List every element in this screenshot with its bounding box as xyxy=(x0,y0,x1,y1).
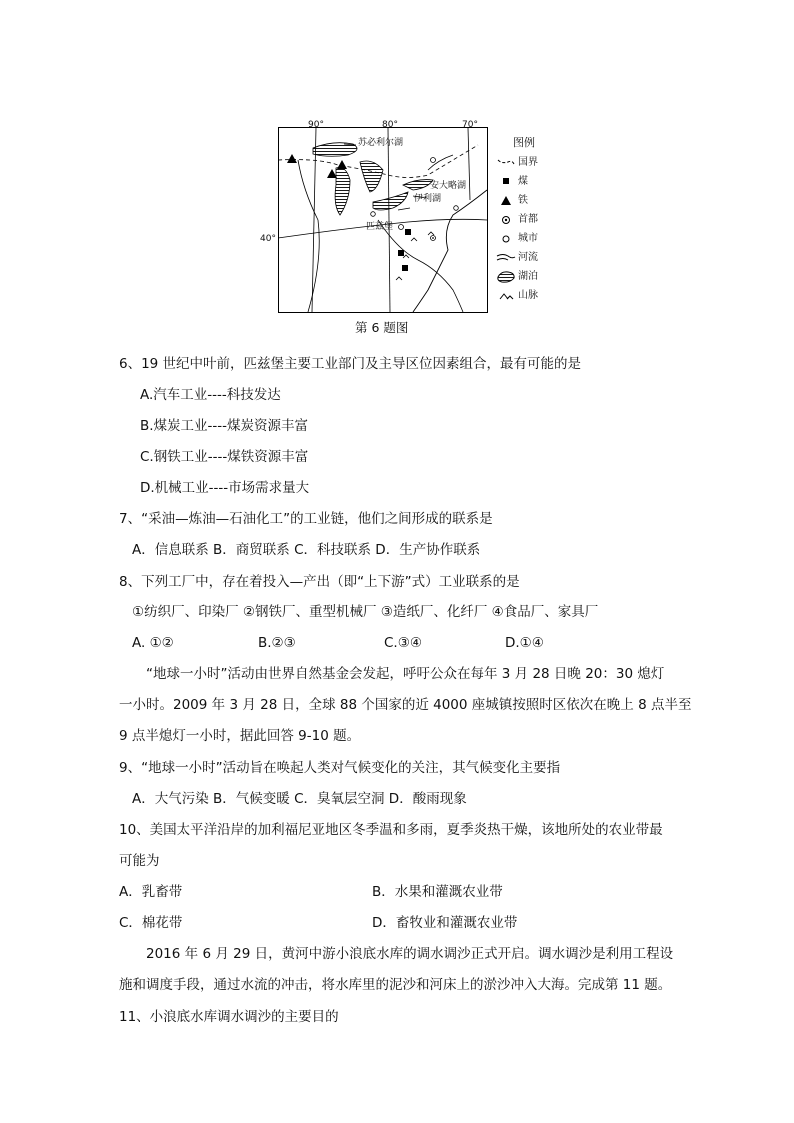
q6-option-c: C.钢铁工业----煤铁资源丰富 xyxy=(140,449,309,465)
longitude-80-label: 80° xyxy=(382,120,398,130)
q6-stem: 6、19 世纪中叶前，匹兹堡主要工业部门及主导区位因素组合，最有可能的是 xyxy=(119,356,582,372)
legend-city: 城市 xyxy=(496,232,586,246)
q8-option-d: D.①④ xyxy=(505,635,544,651)
great-lakes-map xyxy=(278,120,488,313)
legend-capital: 首都 xyxy=(496,213,586,227)
legend-mountain: 山脉 xyxy=(496,289,586,303)
iron-triangle-icon xyxy=(496,194,516,208)
q10-option-c: C．棉花带 xyxy=(119,915,183,931)
legend-coal: 煤 xyxy=(496,175,586,189)
passage2-line2: 施和调度手段，通过水流的冲击，将水库里的泥沙和河床上的淤沙冲入大海。完成第 11 题。 xyxy=(119,977,672,993)
lake-erie-label: 伊利湖 xyxy=(414,194,442,204)
q9-stem: 9、“地球一小时”活动旨在唤起人类对气候变化的关注，其气候变化主要指 xyxy=(119,760,561,776)
q7-stem: 7、“采油—炼油—石油化工”的工业链，他们之间形成的联系是 xyxy=(119,511,493,527)
pittsburgh-label: 匹兹堡 xyxy=(366,222,394,232)
q7-options: A．信息联系 B．商贸联系 C．科技联系 D．生产协作联系 xyxy=(132,542,481,558)
q8-option-b: B.②③ xyxy=(258,635,296,651)
legend-iron: 铁 xyxy=(496,194,586,208)
q8-items: ①纺织厂、印染厂 ②钢铁厂、重型机械厂 ③造纸厂、化纤厂 ④食品厂、家具厂 xyxy=(132,604,599,620)
q10-stem-line2: 可能为 xyxy=(119,853,160,869)
lake-icon xyxy=(496,270,516,284)
passage1-line2: 一小时。2009 年 3 月 28 日，全球 88 个国家的近 4000 座城镇按照时区依次在晚上 8 点半至 xyxy=(119,697,692,713)
q8-option-c: C.③④ xyxy=(384,635,422,651)
legend-lake: 湖泊 xyxy=(496,270,586,284)
figure-caption: 第 6 题图 xyxy=(355,320,409,335)
q8-stem: 8、下列工厂中，存在着投入—产出（即“上下游”式）工业联系的是 xyxy=(119,574,520,590)
map-legend xyxy=(496,134,586,309)
map-figure xyxy=(260,120,488,313)
lake-superior-label: 苏必利尔湖 xyxy=(358,138,404,148)
lake-ontario-label: 安大略湖 xyxy=(430,181,467,191)
capital-icon xyxy=(496,213,516,227)
city-icon xyxy=(496,232,516,246)
legend-river: 河流 xyxy=(496,251,586,265)
border-icon xyxy=(496,156,516,170)
q8-option-a: A. ①② xyxy=(132,635,174,651)
q10-stem-line1: 10、美国太平洋沿岸的加利福尼亚地区冬季温和多雨，夏季炎热干燥，该地所处的农业带最 xyxy=(119,822,663,838)
q10-option-b: B．水果和灌溉农业带 xyxy=(372,884,503,900)
coal-square-icon xyxy=(496,175,516,189)
legend-border: 国界 xyxy=(496,156,586,170)
latitude-40-label: 40° xyxy=(260,234,276,244)
legend-title: 图例 xyxy=(513,136,535,149)
q10-option-a: A．乳畜带 xyxy=(119,884,183,900)
q6-option-a: A.汽车工业----科技发达 xyxy=(140,387,281,403)
passage2-line1: 2016 年 6 月 29 日，黄河中游小浪底水库的调水调沙正式开启。调水调沙是利用工程设 xyxy=(146,946,674,962)
longitude-90-label: 90° xyxy=(308,120,324,130)
longitude-70-label: 70° xyxy=(462,120,478,130)
passage1-line3: 9 点半熄灯一小时，据此回答 9-10 题。 xyxy=(119,728,361,744)
q9-options: A．大气污染 B．气候变暖 C．臭氧层空洞 D．酸雨现象 xyxy=(132,791,467,807)
passage1-line1: “地球一小时”活动由世界自然基金会发起，呼吁公众在每年 3 月 28 日晚 20：30 熄灯 xyxy=(146,666,665,682)
q11-stem: 11、小浪底水库调水调沙的主要目的 xyxy=(119,1009,339,1025)
q6-option-d: D.机械工业----市场需求量大 xyxy=(140,480,310,496)
q10-option-d: D．畜牧业和灌溉农业带 xyxy=(372,915,518,931)
river-icon xyxy=(496,251,516,265)
q6-option-b: B.煤炭工业----煤炭资源丰富 xyxy=(140,418,309,434)
mountain-icon xyxy=(496,289,516,303)
